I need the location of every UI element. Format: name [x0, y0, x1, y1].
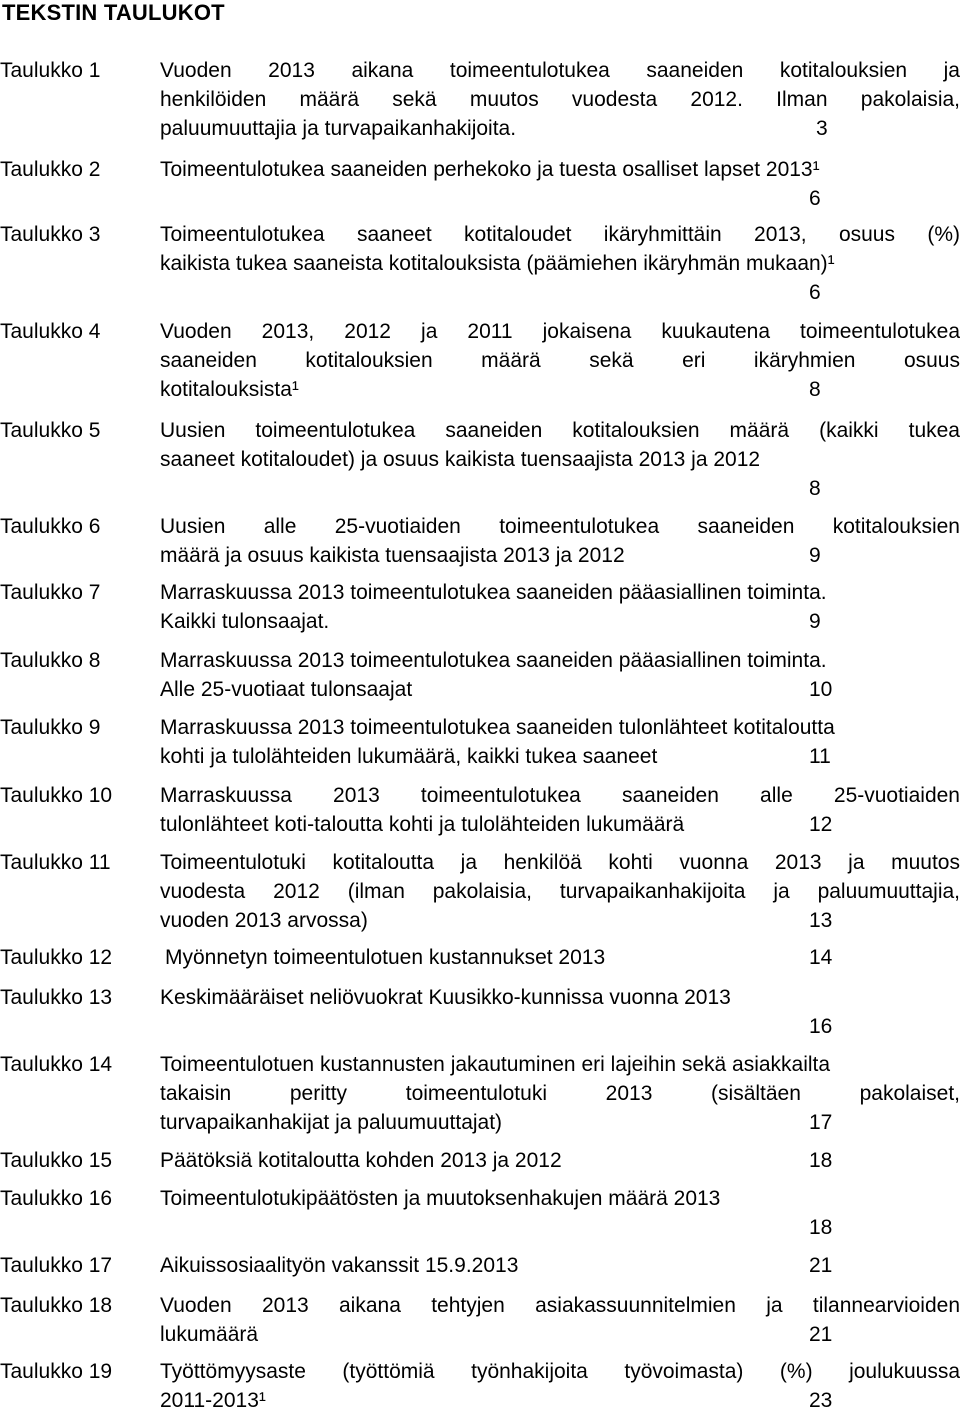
table-caption-line: Kaikki tulonsaajat.	[160, 610, 330, 633]
table-caption-line: Toimeentulotuki kotitaloutta ja henkilöä kohti vuonna 2013 ja muutos	[160, 851, 960, 874]
table-label: Taulukko 7	[0, 581, 101, 604]
table-caption-line: Uusien alle 25-vuotiaiden toimeentulotukea saaneiden kotitalouksien	[160, 515, 960, 538]
table-caption-line: Toimeentulotuen kustannusten jakautuminen eri lajeihin sekä asiakkailta	[160, 1053, 831, 1076]
table-label: Taulukko 15	[0, 1149, 113, 1172]
table-label: Taulukko 2	[0, 158, 101, 181]
table-label: Taulukko 8	[0, 649, 101, 672]
table-caption-line: turvapaikanhakijat ja paluumuuttajat)	[160, 1111, 503, 1134]
table-label: Taulukko 14	[0, 1053, 113, 1076]
table-caption-line: Uusien toimeentulotukea saaneiden kotitalouksien määrä (kaikki tukea	[160, 419, 960, 442]
page-title: TEKSTIN TAULUKOT	[2, 0, 225, 25]
page-number: 9	[809, 610, 821, 633]
table-caption-line: Marraskuussa 2013 toimeentulotukea saaneiden pääasiallinen toiminta.	[160, 649, 827, 672]
table-caption-line: vuoden 2013 arvossa)	[160, 909, 368, 932]
page-number: 11	[809, 745, 831, 768]
page-number: 9	[809, 544, 821, 567]
table-caption-line: Aikuissosiaalityön vakanssit 15.9.2013	[160, 1254, 519, 1277]
table-caption-line: Toimeentulotukea saaneiden perhekoko ja tuesta osalliset lapset 2013¹	[160, 158, 820, 181]
table-label: Taulukko 17	[0, 1254, 113, 1277]
table-label: Taulukko 4	[0, 320, 101, 343]
page-number: 17	[809, 1111, 833, 1134]
table-label: Taulukko 18	[0, 1294, 113, 1317]
page-number: 10	[809, 678, 833, 701]
table-caption-line: Toimeentulotukea saaneet kotitaloudet ikäryhmittäin 2013, osuus (%)	[160, 223, 960, 246]
table-caption-line: kaikista tukea saaneista kotitalouksista (päämiehen ikäryhmän mukaan)¹	[160, 252, 835, 275]
table-label: Taulukko 6	[0, 515, 101, 538]
table-caption-line: Vuoden 2013 aikana toimeentulotukea saaneiden kotitalouksien ja	[160, 59, 960, 82]
table-caption-line: Vuoden 2013, 2012 ja 2011 jokaisena kuukautena toimeentulotukea	[160, 320, 960, 343]
table-caption-line: Marraskuussa 2013 toimeentulotukea saaneiden tulonlähteet kotitaloutta	[160, 716, 835, 739]
table-label: Taulukko 16	[0, 1187, 113, 1210]
page-number: 21	[809, 1254, 833, 1277]
table-caption-line: tulonlähteet koti-taloutta kohti ja tulolähteiden lukumäärä	[160, 813, 685, 836]
table-caption-line: Alle 25-vuotiaat tulonsaajat	[160, 678, 413, 701]
table-label: Taulukko 1	[0, 59, 101, 82]
table-caption-line: saaneiden kotitalouksien määrä sekä eri ikäryhmien osuus	[160, 349, 960, 372]
page-number: 6	[809, 281, 821, 304]
table-label: Taulukko 11	[0, 851, 111, 874]
table-label: Taulukko 13	[0, 986, 113, 1009]
table-label: Taulukko 5	[0, 419, 101, 442]
table-label: Taulukko 10	[0, 784, 113, 807]
table-caption-line: paluumuuttajia ja turvapaikanhakijoita.	[160, 117, 517, 140]
table-caption-line: Päätöksiä kotitaloutta kohden 2013 ja 2012	[160, 1149, 562, 1172]
page-number: 14	[809, 946, 833, 969]
table-caption-line: henkilöiden määrä sekä muutos vuodesta 2012. Ilman pakolaisia,	[160, 88, 960, 111]
table-caption-line: saaneet kotitaloudet) ja osuus kaikista tuensaajista 2013 ja 2012	[160, 448, 761, 471]
table-caption-line: Marraskuussa 2013 toimeentulotukea saaneiden pääasiallinen toiminta.	[160, 581, 827, 604]
table-caption-line: Keskimääräiset neliövuokrat Kuusikko-kunnissa vuonna 2013	[160, 986, 731, 1009]
table-caption-line: Marraskuussa 2013 toimeentulotukea saaneiden alle 25-vuotiaiden	[160, 784, 960, 807]
page-number: 13	[809, 909, 833, 932]
page-number: 18	[809, 1216, 833, 1239]
table-caption-line: Vuoden 2013 aikana tehtyjen asiakassuunnitelmien ja tilannearvioiden	[160, 1294, 960, 1317]
page-number: 12	[809, 813, 833, 836]
table-label: Taulukko 3	[0, 223, 101, 246]
page-number: 8	[809, 477, 821, 500]
table-caption-line: määrä ja osuus kaikista tuensaajista 2013 ja 2012	[160, 544, 625, 567]
page-number: 16	[809, 1015, 833, 1038]
page-number: 18	[809, 1149, 833, 1172]
page-number: 8	[809, 378, 821, 401]
page-number: 6	[809, 187, 821, 210]
table-label: Taulukko 12	[0, 946, 113, 969]
page-number: 3	[816, 117, 828, 140]
table-caption-line: 2011-2013¹	[160, 1389, 266, 1412]
table-caption-line: lukumäärä	[160, 1323, 259, 1346]
page-number: 23	[809, 1389, 833, 1412]
table-label: Taulukko 19	[0, 1360, 113, 1383]
table-caption-line: Myönnetyn toimeentulotuen kustannukset 2013	[165, 946, 606, 969]
table-caption-line: Toimeentulotukipäätösten ja muutoksenhakujen määrä 2013	[160, 1187, 721, 1210]
table-caption-line: takaisin peritty toimeentulotuki 2013 (sisältäen pakolaiset,	[160, 1082, 960, 1105]
table-caption-line: Työttömyysaste (työttömiä työnhakijoita työvoimasta) (%) joulukuussa	[160, 1360, 960, 1383]
table-label: Taulukko 9	[0, 716, 101, 739]
table-caption-line: vuodesta 2012 (ilman pakolaisia, turvapaikanhakijoita ja paluumuuttajia,	[160, 880, 960, 903]
table-caption-line: kohti ja tulolähteiden lukumäärä, kaikki tukea saaneet	[160, 745, 658, 768]
table-caption-line: kotitalouksista¹	[160, 378, 299, 401]
page-number: 21	[809, 1323, 833, 1346]
